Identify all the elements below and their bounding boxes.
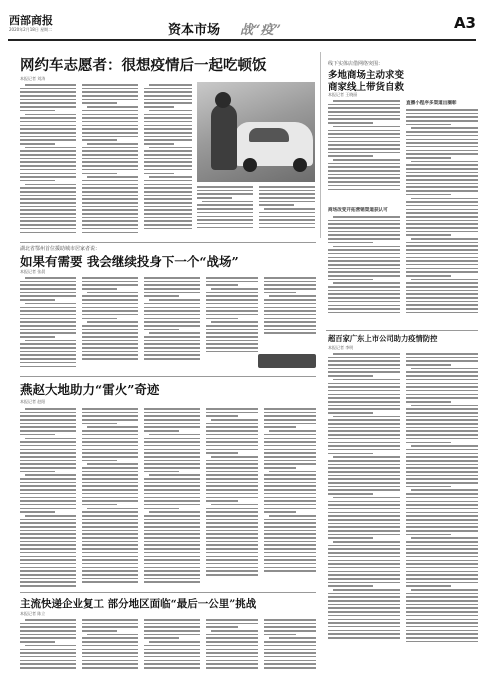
right-bottom-article xyxy=(328,334,478,664)
right-bottom-col1 xyxy=(328,353,400,661)
paper-name: 西部商报 xyxy=(9,14,53,27)
volunteer-figure xyxy=(211,104,237,170)
car-wheel-front xyxy=(243,158,257,172)
top-article-col3 xyxy=(144,84,192,236)
volunteer-photo xyxy=(197,82,315,182)
middle-col2 xyxy=(82,277,138,373)
divider-bottom-top xyxy=(20,592,316,593)
section-name: 资本市场 xyxy=(168,23,221,38)
bottom-headline: 主流快递企业复工 部分地区面临“最后一公里”挑战 xyxy=(20,598,257,610)
right-top-subhead-1: 直播小程序多渠道出圈彰 xyxy=(406,101,457,106)
page-number: A3 xyxy=(453,14,476,32)
bottom-col2 xyxy=(82,619,138,679)
right-top-col1 xyxy=(328,100,400,204)
lower-left-col3 xyxy=(144,408,200,588)
top-article xyxy=(20,54,316,242)
right-top-col1b xyxy=(328,216,400,328)
section-title xyxy=(168,17,318,39)
right-top-byline: 本报记者 王晓丽 xyxy=(328,92,358,97)
bottom-col3 xyxy=(144,619,200,679)
middle-col3 xyxy=(144,277,200,373)
top-article-byline: 本报记者 刘涛 xyxy=(20,76,46,81)
middle-headline: 如果有需要 我会继续投身下一个“战场” xyxy=(20,254,239,269)
top-article-headline: 网约车志愿者：很想疫情后一起吃顿饭 xyxy=(20,57,267,74)
middle-kicker: 湖北省鄂州首位援助城市居家者说： xyxy=(20,246,101,252)
lower-left-article xyxy=(20,380,316,590)
section-slogan: 战“疫” xyxy=(240,23,281,38)
right-bottom-headline: 超百家广东上市公司助力疫情防控 xyxy=(328,334,438,343)
divider-lower-top xyxy=(20,376,316,377)
volunteer-head xyxy=(215,92,231,108)
divider-right-bottom xyxy=(326,330,478,331)
masthead xyxy=(8,12,478,50)
right-top-headline-2: 商家线上带货自救 xyxy=(328,82,405,93)
middle-col4 xyxy=(206,277,258,373)
car-wheel-rear xyxy=(293,158,307,172)
lower-left-col2 xyxy=(82,408,138,588)
bottom-col5 xyxy=(264,619,316,679)
masthead-rule xyxy=(8,39,476,41)
right-bottom-col2 xyxy=(406,353,478,661)
top-article-col2 xyxy=(82,84,138,236)
bottom-byline: 本报记者 陈立 xyxy=(20,611,46,616)
lower-left-col5 xyxy=(264,408,316,588)
middle-col1 xyxy=(20,277,76,373)
right-top-article xyxy=(328,60,478,328)
lower-left-byline: 本报记者 赵阳 xyxy=(20,399,46,404)
top-article-col4 xyxy=(197,186,253,238)
lower-left-col1 xyxy=(20,408,76,588)
right-top-headline-1: 多地商场主动求变 xyxy=(328,70,405,81)
car-window xyxy=(249,128,289,142)
middle-col5 xyxy=(264,277,316,351)
lower-left-col4 xyxy=(206,408,258,588)
lower-left-headline: 燕赵大地助力“雷火”奇迹 xyxy=(20,382,160,397)
divider-middle-top xyxy=(20,242,316,243)
campaign-banner xyxy=(258,354,316,368)
right-top-col2 xyxy=(406,109,478,328)
middle-article xyxy=(20,245,316,375)
middle-byline: 本报记者 张晨 xyxy=(20,269,46,274)
bottom-col4 xyxy=(206,619,258,679)
right-top-subhead-2: 商场改变开拓营销渠道获认可 xyxy=(328,208,388,213)
top-article-col1 xyxy=(20,84,76,236)
right-top-kicker: 线下实体店借网络突围： xyxy=(328,61,384,67)
date-line: 2020年2月18日 星期二 xyxy=(9,27,53,32)
column-divider xyxy=(320,52,321,238)
top-article-col5 xyxy=(259,186,315,238)
bottom-article xyxy=(20,596,316,680)
right-bottom-byline: 本报记者 李明 xyxy=(328,345,354,350)
bottom-col1 xyxy=(20,619,76,679)
